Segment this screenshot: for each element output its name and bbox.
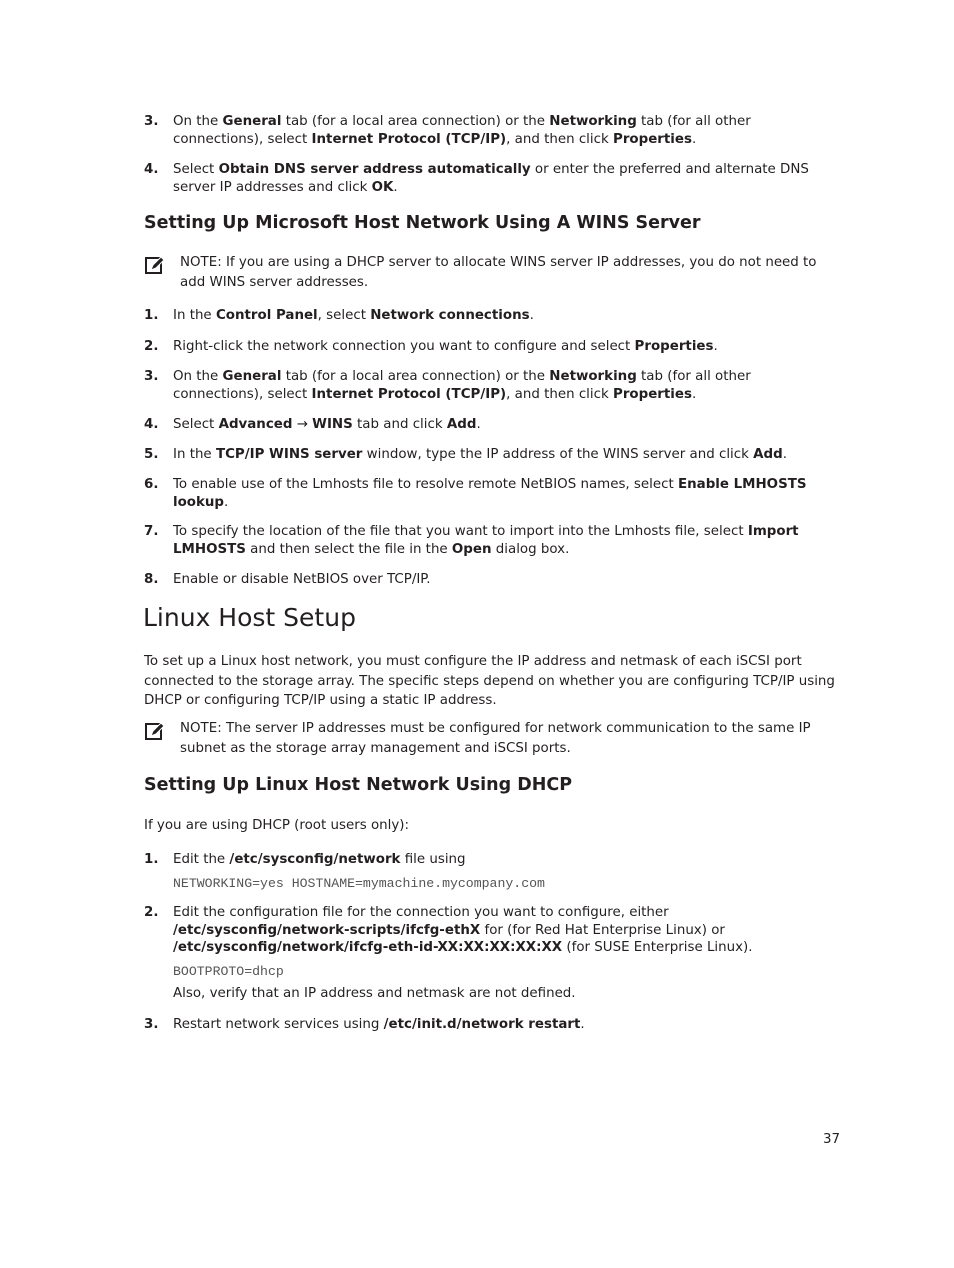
dhcp-step-1	[144, 851, 844, 892]
step-number: 5.	[144, 447, 159, 462]
bold-term: Import LMHOSTS	[173, 524, 799, 557]
text-run: .	[476, 417, 481, 432]
note-label: NOTE:	[180, 721, 222, 736]
step-number: 7.	[144, 524, 159, 539]
step-text	[173, 338, 844, 356]
text-run: .	[393, 179, 398, 195]
wins-step-7	[144, 523, 844, 558]
bold-term: TCP/IP WINS server	[215, 447, 363, 462]
text-run: .	[691, 131, 697, 147]
text-run: .	[529, 308, 534, 323]
dhcp-step-2	[144, 904, 844, 1003]
dhcp-step-3	[144, 1016, 844, 1034]
bold-term: Enable LMHOSTS lookup	[173, 477, 807, 510]
bold-term: Properties	[634, 339, 714, 354]
note-pencil-icon	[145, 255, 165, 275]
wins-step-2	[144, 338, 844, 356]
text-run: tab (for a local area connection) or the	[281, 369, 550, 384]
wins-step-5	[144, 446, 844, 464]
text-run: .	[580, 1017, 585, 1032]
bold-term: Internet Protocol (TCP/IP)	[311, 386, 507, 402]
text-run: tab (for all other connections), select	[173, 114, 751, 147]
step-number: 2.	[144, 905, 159, 920]
bold-term: Add	[753, 447, 783, 462]
bold-term: Networking	[549, 114, 637, 129]
wins-step-6	[144, 476, 844, 511]
bold-term: Obtain DNS server address automatically	[218, 162, 531, 177]
step-text	[173, 161, 844, 196]
wins-step-3	[144, 368, 844, 403]
text-run: In the	[173, 308, 216, 323]
text-run: .	[691, 386, 697, 402]
bold-term: Network connections	[370, 308, 530, 323]
dhcp-section-heading: Setting Up Linux Host Network Using DHCP	[144, 775, 573, 795]
text-run: Restart network services using	[173, 1017, 384, 1032]
dhcp-intro: If you are using DHCP (root users only):	[144, 818, 410, 833]
note-body: The server IP addresses must be configured for network communication to the same IP subnet as the storage array management and iSCSI ports.	[180, 721, 811, 756]
text-run: To specify the location of the file that you want to import into the Lmhosts file, select	[173, 524, 748, 539]
step-text	[173, 523, 844, 558]
text-run: In the	[173, 447, 216, 462]
text-run: .	[713, 339, 718, 354]
step-number: 4.	[144, 162, 159, 177]
linux-section-heading: Linux Host Setup	[143, 603, 356, 632]
top-step-4	[144, 161, 844, 196]
step-text	[173, 571, 844, 589]
bold-term: /etc/init.d/network restart	[383, 1017, 581, 1032]
linux-intro: To set up a Linux host network, you must configure the IP address and netmask of each iSCSI port connected to the storage array. The specific steps depend on whether you are configuring TCP/IP using DHCP or configuring TCP/IP using a static IP address.	[144, 654, 835, 708]
note-label: NOTE:	[180, 255, 222, 270]
text-run: file using	[400, 852, 466, 867]
bold-term: OK	[371, 179, 394, 195]
step-text	[173, 1016, 844, 1034]
bold-term: /etc/sysconfig/network/ifcfg-eth-id-XX:XX:XX:XX:XX	[173, 940, 563, 955]
bold-term: Advanced	[218, 417, 293, 432]
text-run: , select	[317, 308, 371, 323]
step-text	[173, 307, 844, 325]
text-run: for (for Red Hat Enterprise Linux) or	[480, 922, 725, 938]
text-run: Select	[173, 417, 219, 432]
text-run: (for SUSE Enterprise Linux).	[562, 940, 753, 955]
text-run: Edit the configuration file for the connection you want to configure, either	[173, 905, 669, 920]
step-text	[173, 368, 844, 403]
text-run: On the	[173, 369, 223, 384]
note-text	[180, 253, 844, 292]
text-run: On the	[173, 114, 223, 129]
bold-term: Properties	[613, 131, 692, 147]
step-number: 1.	[144, 852, 159, 867]
step-text	[173, 851, 844, 869]
text-run: Select	[173, 162, 219, 177]
text-run: dialog box.	[491, 541, 570, 557]
text-run: .	[782, 447, 787, 462]
wins-step-4	[144, 416, 844, 434]
bold-term: /etc/sysconfig/network-scripts/ifcfg-ethX	[173, 922, 481, 938]
step-number: 3.	[144, 114, 159, 129]
step-number: 8.	[144, 572, 159, 587]
text-run: tab (for a local area connection) or the	[281, 114, 550, 129]
step-followup-text: Also, verify that an IP address and netmask are not defined.	[173, 986, 576, 1001]
step-text	[173, 113, 844, 148]
text-run: →	[292, 417, 313, 432]
bold-term: Networking	[549, 369, 637, 384]
bold-term: Add	[446, 417, 477, 432]
top-step-3	[144, 113, 844, 148]
text-run: , and then click	[506, 386, 613, 402]
text-run: or enter the preferred and alternate DNS server IP addresses and click	[173, 162, 809, 195]
page-number: 37	[823, 1132, 841, 1147]
step-text	[173, 416, 844, 434]
bold-term: WINS	[312, 417, 353, 432]
bold-term: Control Panel	[215, 308, 318, 323]
step-number: 2.	[144, 339, 159, 354]
text-run: To enable use of the Lmhosts file to resolve remote NetBIOS names, select	[173, 477, 678, 492]
linux-note	[144, 719, 844, 758]
step-text	[173, 476, 844, 511]
wins-step-8	[144, 571, 844, 589]
bold-term: Internet Protocol (TCP/IP)	[311, 131, 507, 147]
step-number: 3.	[144, 369, 159, 384]
note-pencil-icon	[145, 721, 165, 741]
step-number: 3.	[144, 1017, 159, 1032]
text-run: Edit the	[173, 852, 230, 867]
bold-term: Open	[451, 541, 492, 557]
step-number: 1.	[144, 308, 159, 323]
text-run: Right-click the network connection you want to configure and select	[173, 339, 635, 354]
bold-term: Properties	[613, 386, 692, 402]
text-run: window, type the IP address of the WINS server and click	[362, 447, 754, 462]
step-text	[173, 446, 844, 464]
note-body: If you are using a DHCP server to allocate WINS server IP addresses, you do not need to add WINS server addresses.	[180, 255, 817, 290]
text-run: tab and click	[352, 417, 447, 432]
step-number: 4.	[144, 417, 159, 432]
text-run: , and then click	[506, 131, 613, 147]
text-run: tab (for all other connections), select	[173, 369, 751, 402]
text-run: .	[224, 494, 229, 510]
bold-term: General	[222, 369, 282, 384]
bold-term: /etc/sysconfig/network	[229, 852, 401, 867]
wins-section-heading: Setting Up Microsoft Host Network Using A WINS Server	[144, 213, 701, 233]
wins-note	[144, 253, 844, 292]
text-run: Enable or disable NetBIOS over TCP/IP.	[173, 572, 431, 587]
step-text	[173, 904, 844, 957]
code-snippet: BOOTPROTO=dhcp	[173, 963, 284, 979]
note-text	[180, 719, 844, 758]
wins-step-1	[144, 307, 844, 325]
bold-term: General	[222, 114, 282, 129]
text-run: and then select the file in the	[245, 541, 452, 557]
step-number: 6.	[144, 477, 159, 492]
code-snippet: NETWORKING=yes HOSTNAME=mymachine.mycompany.com	[173, 875, 545, 891]
